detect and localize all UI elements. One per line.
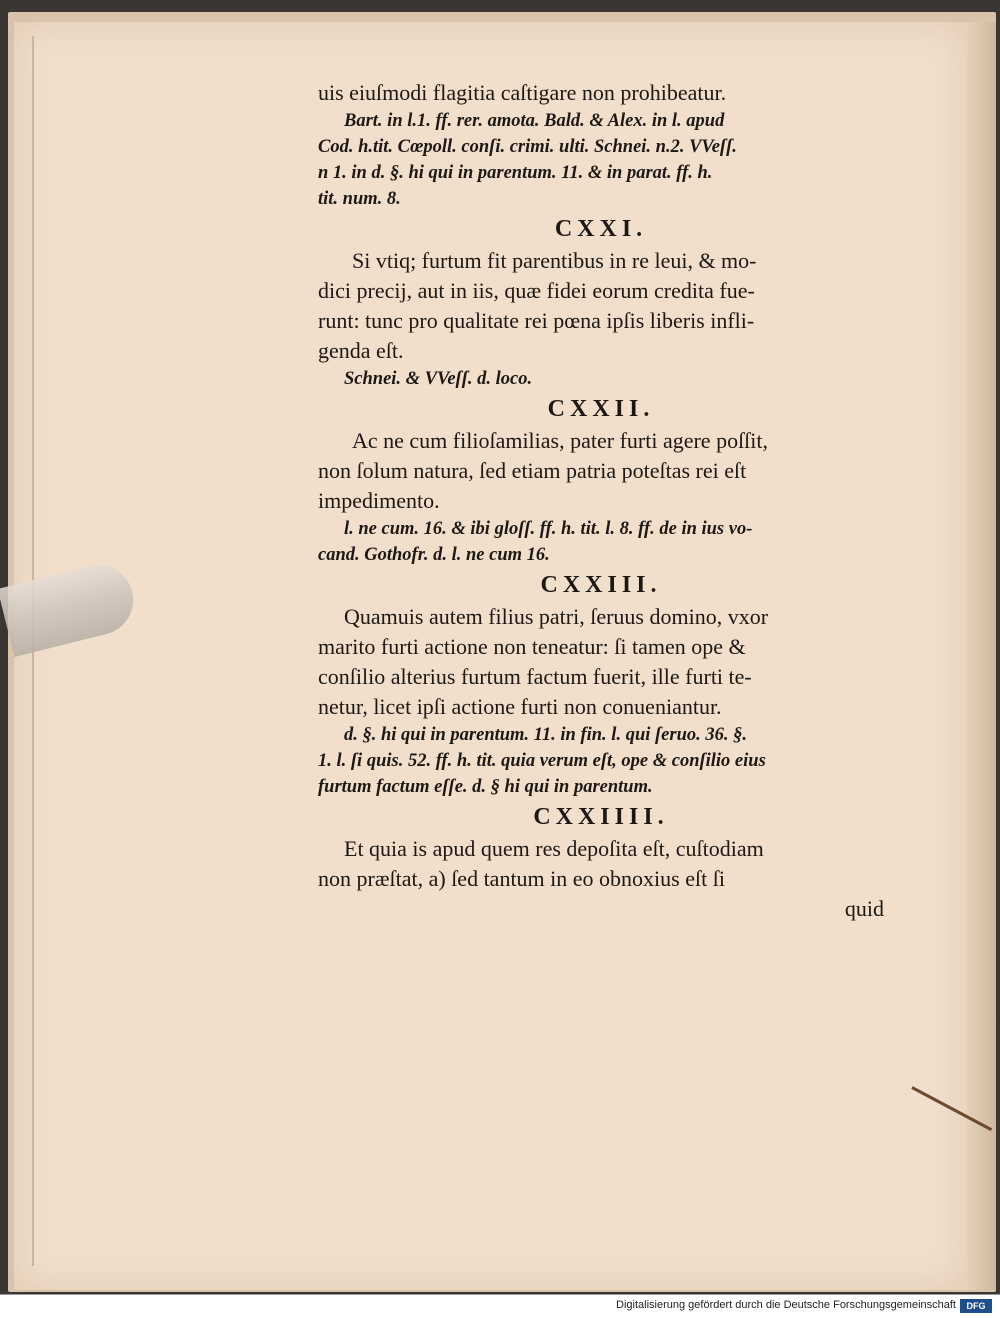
digitization-footer — [0, 1294, 1000, 1318]
text-line: impedimento. — [318, 488, 440, 513]
text-line: netur, licet ipſi actione furti non conueniantur. — [318, 694, 722, 719]
text-line: non ſolum natura, ſed etiam patria poteſtas rei eſt — [318, 458, 747, 483]
section-heading: CXXII. — [547, 396, 655, 422]
page-text — [318, 78, 884, 924]
citation-line: Schnei. & VVeſſ. d. loco. — [344, 369, 533, 389]
text-line: Si vtiq; furtum fit parentibus in re leui, & mo- — [352, 248, 757, 273]
text-line: Et quia is apud quem res depoſita eſt, cuſtodiam — [344, 836, 764, 861]
catchword: quid — [844, 896, 884, 921]
citation-line: n 1. in d. §. hi qui in parentum. 11. & in parat. ff. h. — [318, 163, 713, 183]
citation-line: Bart. in l.1. ff. rer. amota. Bald. & Alex. in l. apud — [344, 111, 725, 131]
citation-line: cand. Gothofr. d. l. ne cum 16. — [318, 545, 550, 565]
citation-line: furtum factum eſſe. d. § hi qui in parentum. — [318, 777, 653, 797]
text-line: Ac ne cum filioſamilias, pater furti agere poſſit, — [352, 428, 769, 453]
section-heading: CXXIIII. — [533, 804, 669, 830]
section-heading: CXXIII. — [540, 572, 662, 598]
section-heading: CXXI. — [554, 216, 648, 242]
text-line: runt: tunc pro qualitate rei pœna ipſis liberis infli- — [318, 308, 755, 333]
text-line: uis eiuſmodi flagitia caſtigare non prohibeatur. — [318, 80, 727, 105]
text-line: dici precij, aut in iis, quæ fidei eorum credita fue- — [318, 278, 755, 303]
citation-line: tit. num. 8. — [318, 189, 401, 209]
text-line: marito furti actione non teneatur: ſi tamen ope & — [318, 634, 746, 659]
citation-line: Cod. h.tit. Cœpoll. conſi. crimi. ulti. Schnei. n.2. VVeſſ. — [318, 137, 737, 157]
dfg-logo: DFG — [960, 1299, 992, 1313]
funding-credit: Digitalisierung gefördert durch die Deutsche Forschungsgemeinschaft — [616, 1299, 956, 1311]
page-right-margin — [966, 22, 996, 1290]
citation-line: 1. l. ſi quis. 52. ff. h. tit. quia verum eſt, ope & conſilio eius — [318, 751, 766, 771]
text-line: genda eſt. — [318, 338, 404, 363]
text-line: non præſtat, a) ſed tantum in eo obnoxius eſt ſi — [318, 866, 725, 891]
text-line: Quamuis autem filius patri, ſeruus domino, vxor — [344, 604, 769, 629]
text-line: conſilio alterius furtum factum fuerit, ille furti te- — [318, 664, 752, 689]
citation-line: l. ne cum. 16. & ibi gloſſ. ff. h. tit. l. 8. ff. de in ius vo- — [344, 519, 753, 539]
citation-line: d. §. hi qui in parentum. 11. in fin. l. qui ſeruo. 36. §. — [344, 725, 747, 745]
